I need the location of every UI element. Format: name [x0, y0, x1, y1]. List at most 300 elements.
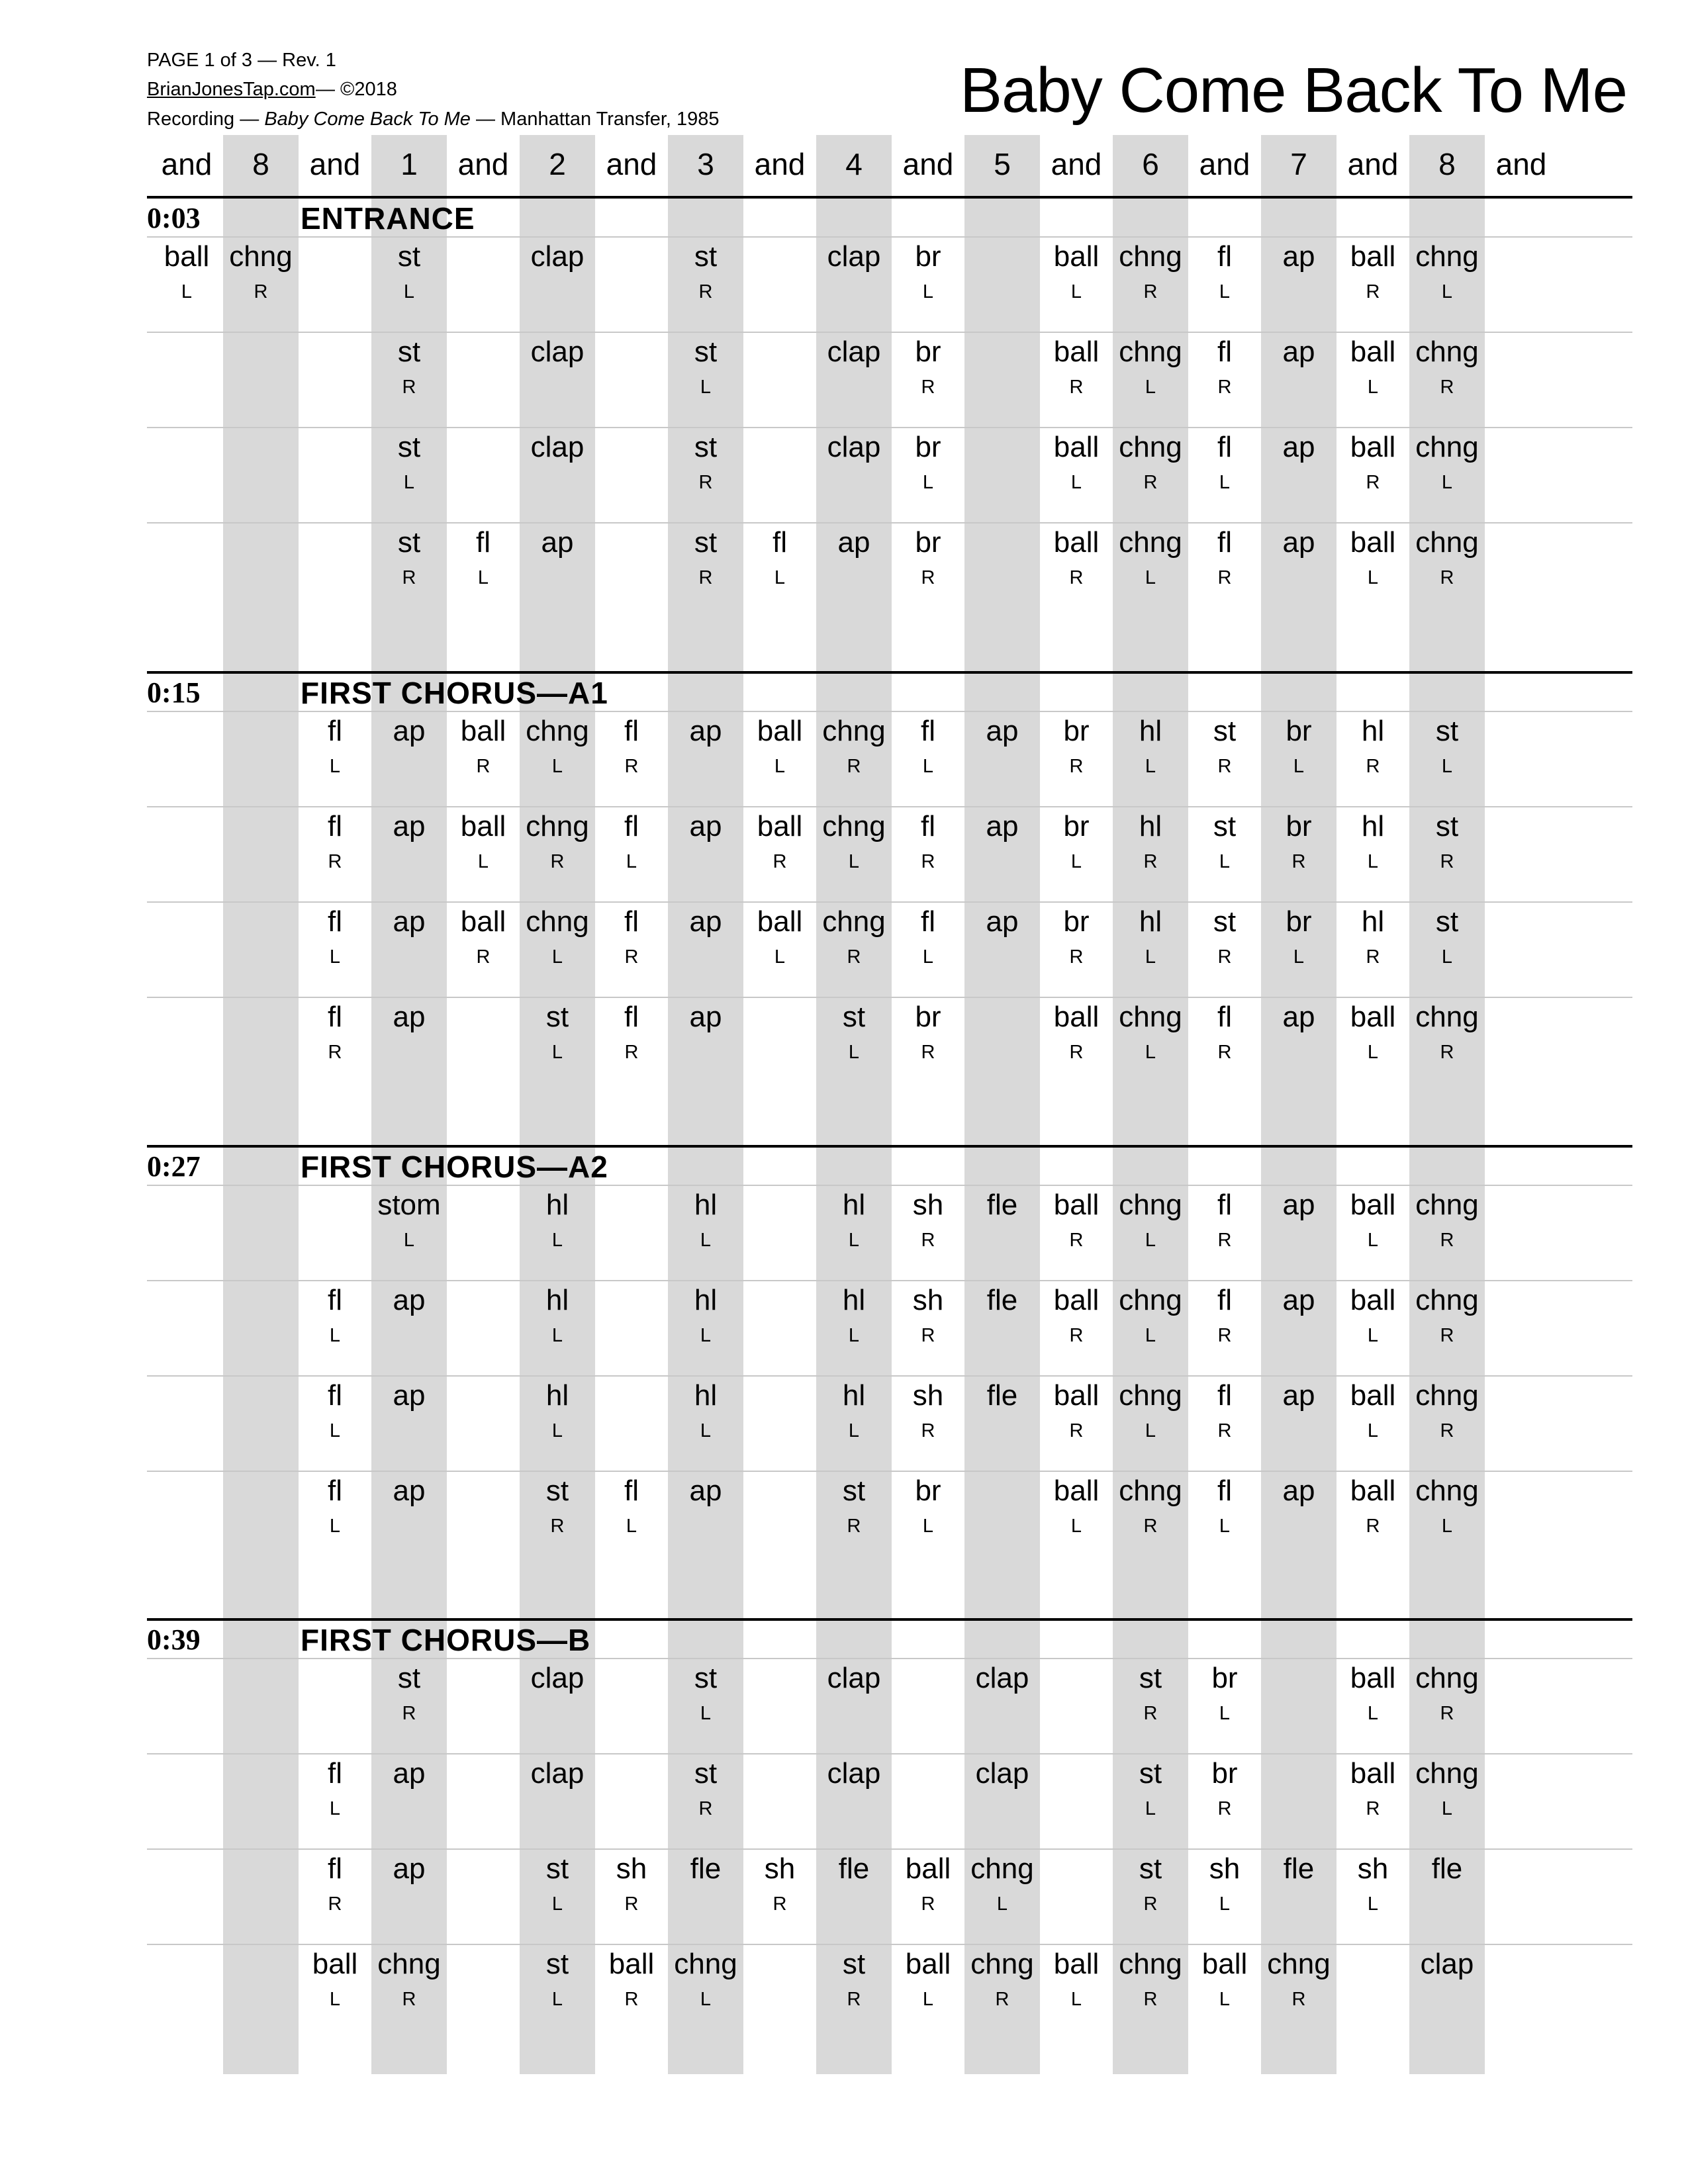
- foot-label: R: [550, 1516, 565, 1537]
- foot-label: R: [476, 756, 491, 777]
- foot-label: L: [1219, 281, 1231, 302]
- step-label: ap: [1282, 336, 1315, 368]
- count-label: and: [1199, 147, 1250, 181]
- step-label: st: [397, 336, 421, 368]
- foot-label: R: [1217, 1420, 1232, 1441]
- step-label: st: [842, 1948, 866, 1980]
- step-label: chng: [1415, 1475, 1479, 1507]
- step-label: chng: [1119, 526, 1182, 559]
- step-label: chng: [526, 715, 589, 747]
- foot-label: R: [1069, 1042, 1084, 1063]
- step-label: chng: [1119, 431, 1182, 463]
- foot-label: R: [847, 1516, 861, 1537]
- copyright: — ©2018: [316, 79, 397, 100]
- section-title: FIRST CHORUS—B: [301, 1623, 591, 1657]
- foot-label: L: [1145, 377, 1156, 398]
- step-label: chng: [1415, 1662, 1479, 1694]
- step-label: hl: [694, 1189, 718, 1221]
- step-label: st: [1213, 905, 1237, 938]
- step-label: clap: [827, 240, 881, 273]
- foot-label: R: [1440, 567, 1454, 588]
- foot-label: R: [921, 1420, 935, 1441]
- step-label: ball: [1053, 431, 1100, 463]
- foot-label: R: [1366, 472, 1380, 493]
- foot-label: R: [1440, 851, 1454, 872]
- foot-label: L: [551, 756, 563, 777]
- step-label: chng: [1119, 240, 1182, 273]
- foot-label: L: [1145, 1798, 1156, 1819]
- section-rule: [147, 1618, 1632, 1621]
- foot-label: R: [402, 1989, 416, 2010]
- step-label: ap: [1282, 1284, 1315, 1316]
- step-label: fl: [328, 810, 342, 842]
- step-label: fl: [921, 905, 935, 938]
- foot-label: R: [1366, 756, 1380, 777]
- foot-label: R: [1366, 1516, 1380, 1537]
- step-label: ap: [1282, 1189, 1315, 1221]
- step-label: chng: [1415, 1757, 1479, 1790]
- step-label: ball: [905, 1948, 951, 1980]
- foot-label: L: [1441, 472, 1453, 493]
- step-label: ball: [1350, 240, 1396, 273]
- recording-title: Baby Come Back To Me: [264, 109, 471, 130]
- step-label: chng: [1415, 1189, 1479, 1221]
- step-label: fl: [921, 810, 935, 842]
- step-label: chng: [1415, 336, 1479, 368]
- foot-label: R: [1366, 946, 1380, 968]
- step-label: chng: [822, 715, 886, 747]
- step-label: st: [694, 526, 718, 559]
- site-link[interactable]: BrianJonesTap.com: [147, 79, 316, 100]
- step-label: fl: [624, 715, 639, 747]
- foot-label: L: [551, 1325, 563, 1346]
- row-rule: [147, 236, 1632, 238]
- step-label: ap: [689, 715, 722, 747]
- foot-label: L: [1367, 567, 1379, 588]
- foot-label: R: [624, 1042, 639, 1063]
- foot-label: L: [1441, 281, 1453, 302]
- step-label: clap: [827, 1662, 881, 1694]
- foot-label: L: [1441, 1516, 1453, 1537]
- step-label: ap: [393, 1001, 426, 1033]
- foot-label: R: [921, 567, 935, 588]
- step-label: chng: [970, 1948, 1034, 1980]
- step-label: ap: [986, 810, 1019, 842]
- step-label: ap: [689, 810, 722, 842]
- foot-label: R: [995, 1989, 1009, 2010]
- foot-label: L: [996, 1893, 1008, 1915]
- foot-label: L: [1070, 281, 1082, 302]
- step-label: br: [1286, 810, 1312, 842]
- step-label: ball: [312, 1948, 358, 1980]
- foot-label: R: [402, 377, 416, 398]
- step-label: br: [915, 526, 941, 559]
- row-rule: [147, 1753, 1632, 1754]
- foot-label: L: [848, 1420, 860, 1441]
- row-rule: [147, 1848, 1632, 1850]
- count-label: 4: [845, 147, 863, 181]
- step-label: ball: [460, 715, 506, 747]
- foot-label: R: [1366, 281, 1380, 302]
- step-label: clap: [827, 1757, 881, 1790]
- step-label: br: [915, 240, 941, 273]
- step-label: st: [1213, 810, 1237, 842]
- step-label: st: [694, 336, 718, 368]
- foot-label: R: [698, 1798, 713, 1819]
- row-rule: [147, 711, 1632, 712]
- step-label: chng: [526, 905, 589, 938]
- step-label: chng: [1119, 1475, 1182, 1507]
- foot-label: L: [700, 1325, 712, 1346]
- count-label: 1: [400, 147, 418, 181]
- count-label: and: [457, 147, 509, 181]
- step-label: st: [545, 1001, 569, 1033]
- step-label: clap: [530, 431, 585, 463]
- beat-column-shade: [1261, 135, 1336, 2074]
- foot-label: R: [1143, 1703, 1158, 1724]
- step-label: hl: [1139, 905, 1162, 938]
- step-label: chng: [229, 240, 293, 273]
- step-label: fle: [690, 1852, 722, 1885]
- foot-label: R: [550, 851, 565, 872]
- step-label: ball: [1201, 1948, 1248, 1980]
- foot-label: R: [773, 1893, 787, 1915]
- row-rule: [147, 806, 1632, 807]
- recording-artist: — Manhattan Transfer, 1985: [470, 109, 720, 130]
- step-label: chng: [1267, 1948, 1331, 1980]
- count-label: 5: [994, 147, 1011, 181]
- foot-label: L: [848, 1230, 860, 1251]
- foot-label: R: [1069, 756, 1084, 777]
- count-label: and: [309, 147, 361, 181]
- step-label: ball: [1053, 1948, 1100, 1980]
- foot-label: R: [328, 851, 342, 872]
- foot-label: R: [254, 281, 268, 302]
- count-label: 2: [549, 147, 566, 181]
- step-label: ap: [1282, 431, 1315, 463]
- step-label: fl: [624, 1475, 639, 1507]
- foot-label: L: [848, 851, 860, 872]
- step-label: br: [1211, 1757, 1238, 1790]
- foot-label: R: [847, 756, 861, 777]
- step-label: hl: [842, 1379, 866, 1412]
- foot-label: L: [848, 1325, 860, 1346]
- foot-label: L: [700, 1230, 712, 1251]
- header-rule: [147, 196, 1632, 199]
- step-label: br: [1063, 810, 1090, 842]
- foot-label: L: [1219, 1989, 1231, 2010]
- step-label: sh: [1209, 1852, 1241, 1885]
- step-label: fle: [986, 1379, 1018, 1412]
- page-title: Baby Come Back To Me: [959, 55, 1627, 126]
- step-label: chng: [1415, 240, 1479, 273]
- row-rule: [147, 1280, 1632, 1281]
- foot-label: R: [624, 756, 639, 777]
- step-label: clap: [530, 336, 585, 368]
- step-label: hl: [694, 1284, 718, 1316]
- foot-label: L: [403, 1230, 415, 1251]
- count-label: 8: [1438, 147, 1456, 181]
- row-rule: [147, 901, 1632, 903]
- step-label: sh: [912, 1284, 944, 1316]
- foot-label: L: [626, 851, 637, 872]
- step-label: st: [545, 1475, 569, 1507]
- foot-label: L: [477, 851, 489, 872]
- step-label: chng: [822, 810, 886, 842]
- beat-column-shade: [223, 135, 299, 2074]
- foot-label: R: [698, 472, 713, 493]
- foot-label: R: [1217, 567, 1232, 588]
- step-label: st: [694, 1662, 718, 1694]
- step-label: ball: [1053, 1379, 1100, 1412]
- step-label: ball: [1053, 1189, 1100, 1221]
- count-label: 3: [697, 147, 714, 181]
- step-label: fl: [328, 905, 342, 938]
- count-label: and: [1347, 147, 1399, 181]
- section-title: FIRST CHORUS—A2: [301, 1150, 608, 1184]
- foot-label: L: [1145, 567, 1156, 588]
- foot-label: L: [700, 1703, 712, 1724]
- step-label: chng: [822, 905, 886, 938]
- section-title: FIRST CHORUS—A1: [301, 676, 608, 710]
- step-label: st: [397, 1662, 421, 1694]
- foot-label: L: [922, 946, 934, 968]
- foot-label: R: [624, 946, 639, 968]
- foot-label: R: [1143, 1989, 1158, 2010]
- foot-label: L: [922, 281, 934, 302]
- step-label: fl: [1217, 431, 1232, 463]
- foot-label: R: [698, 281, 713, 302]
- foot-label: L: [551, 1420, 563, 1441]
- step-label: fl: [328, 1852, 342, 1885]
- foot-label: L: [1219, 1703, 1231, 1724]
- step-label: ap: [1282, 1475, 1315, 1507]
- foot-label: L: [551, 1893, 563, 1915]
- foot-label: L: [922, 1989, 934, 2010]
- count-label: and: [1051, 147, 1102, 181]
- row-rule: [147, 522, 1632, 523]
- foot-label: L: [551, 1230, 563, 1251]
- foot-label: R: [328, 1042, 342, 1063]
- step-label: hl: [1139, 715, 1162, 747]
- foot-label: L: [1441, 756, 1453, 777]
- step-label: ball: [1350, 526, 1396, 559]
- step-label: fl: [1217, 1379, 1232, 1412]
- foot-label: L: [922, 1516, 934, 1537]
- step-label: hl: [545, 1284, 569, 1316]
- recording-label: Recording —: [147, 109, 265, 130]
- foot-label: R: [921, 1230, 935, 1251]
- step-label: fl: [328, 1475, 342, 1507]
- step-label: ap: [393, 1379, 426, 1412]
- step-label: st: [1139, 1852, 1162, 1885]
- step-label: br: [915, 431, 941, 463]
- foot-label: L: [1145, 756, 1156, 777]
- step-label: ball: [757, 715, 803, 747]
- foot-label: R: [1217, 1798, 1232, 1819]
- step-label: ball: [1350, 1284, 1396, 1316]
- foot-label: R: [624, 1989, 639, 2010]
- foot-label: R: [1440, 1042, 1454, 1063]
- section-time: 0:03: [147, 202, 201, 234]
- step-label: chng: [1415, 1284, 1479, 1316]
- foot-label: L: [551, 946, 563, 968]
- foot-label: R: [1440, 1703, 1454, 1724]
- step-label: clap: [975, 1757, 1029, 1790]
- foot-label: R: [1143, 472, 1158, 493]
- step-label: chng: [526, 810, 589, 842]
- step-label: sh: [912, 1189, 944, 1221]
- step-label: clap: [530, 1662, 585, 1694]
- step-label: fle: [986, 1189, 1018, 1221]
- step-label: fl: [328, 1379, 342, 1412]
- row-rule: [147, 1375, 1632, 1377]
- step-label: hl: [1361, 810, 1385, 842]
- step-label: sh: [1357, 1852, 1389, 1885]
- foot-label: L: [329, 756, 341, 777]
- step-label: ap: [689, 1001, 722, 1033]
- page-info: PAGE 1 of 3 — Rev. 1: [147, 50, 336, 71]
- foot-label: R: [1217, 756, 1232, 777]
- step-label: ap: [689, 1475, 722, 1507]
- section-rule: [147, 671, 1632, 674]
- step-label: chng: [1415, 526, 1479, 559]
- foot-label: L: [626, 1516, 637, 1537]
- foot-label: R: [1069, 946, 1084, 968]
- step-label: ball: [757, 905, 803, 938]
- foot-label: L: [1219, 472, 1231, 493]
- step-label: fl: [328, 715, 342, 747]
- foot-label: R: [1217, 377, 1232, 398]
- step-label: chng: [1119, 1189, 1182, 1221]
- step-label: ball: [1350, 1475, 1396, 1507]
- step-label: fl: [328, 1757, 342, 1790]
- step-label: st: [1139, 1662, 1162, 1694]
- section-rule: [147, 1145, 1632, 1148]
- foot-label: L: [1219, 1893, 1231, 1915]
- step-label: fl: [476, 526, 491, 559]
- step-label: ball: [1350, 1757, 1396, 1790]
- step-label: chng: [1415, 1379, 1479, 1412]
- foot-label: L: [848, 1042, 860, 1063]
- step-label: chng: [377, 1948, 441, 1980]
- foot-label: L: [1367, 1325, 1379, 1346]
- section-time: 0:39: [147, 1623, 201, 1656]
- step-label: clap: [530, 240, 585, 273]
- foot-label: L: [1219, 1516, 1231, 1537]
- step-label: ap: [393, 1284, 426, 1316]
- foot-label: L: [922, 756, 934, 777]
- step-label: ap: [393, 715, 426, 747]
- step-label: fl: [1217, 336, 1232, 368]
- row-rule: [147, 332, 1632, 333]
- foot-label: R: [847, 946, 861, 968]
- step-label: fle: [1431, 1852, 1463, 1885]
- step-label: stom: [377, 1189, 441, 1221]
- foot-label: R: [1366, 1798, 1380, 1819]
- step-label: clap: [530, 1757, 585, 1790]
- step-label: ap: [393, 1757, 426, 1790]
- foot-label: R: [921, 1042, 935, 1063]
- foot-label: R: [402, 567, 416, 588]
- step-label: ap: [837, 526, 870, 559]
- foot-label: L: [403, 472, 415, 493]
- foot-label: L: [700, 1420, 712, 1441]
- step-label: st: [397, 240, 421, 273]
- step-label: fle: [838, 1852, 870, 1885]
- foot-label: R: [1143, 851, 1158, 872]
- step-label: ball: [164, 240, 210, 273]
- foot-label: L: [329, 1420, 341, 1441]
- foot-label: L: [700, 1989, 712, 2010]
- step-label: st: [1435, 810, 1459, 842]
- step-label: clap: [975, 1662, 1029, 1694]
- step-label: chng: [1119, 1284, 1182, 1316]
- count-label: and: [606, 147, 657, 181]
- foot-label: L: [181, 281, 193, 302]
- recording-info: [147, 108, 720, 130]
- step-label: st: [397, 526, 421, 559]
- step-label: hl: [1139, 810, 1162, 842]
- step-label: br: [1211, 1662, 1238, 1694]
- step-label: ap: [393, 1852, 426, 1885]
- foot-label: R: [1069, 1420, 1084, 1441]
- step-label: ap: [689, 905, 722, 938]
- foot-label: L: [1145, 946, 1156, 968]
- foot-label: R: [402, 1703, 416, 1724]
- foot-label: L: [700, 377, 712, 398]
- step-label: fl: [773, 526, 787, 559]
- foot-label: R: [921, 1325, 935, 1346]
- section-time: 0:15: [147, 676, 201, 709]
- foot-label: R: [1143, 1893, 1158, 1915]
- step-label: ap: [1282, 1379, 1315, 1412]
- step-label: hl: [1361, 905, 1385, 938]
- foot-label: L: [329, 1989, 341, 2010]
- step-label: fl: [1217, 1475, 1232, 1507]
- step-label: fl: [1217, 240, 1232, 273]
- foot-label: L: [329, 1325, 341, 1346]
- foot-label: L: [1293, 946, 1305, 968]
- foot-label: R: [1069, 1230, 1084, 1251]
- foot-label: R: [1440, 1420, 1454, 1441]
- foot-label: R: [1217, 1042, 1232, 1063]
- foot-label: R: [773, 851, 787, 872]
- foot-label: L: [1367, 1703, 1379, 1724]
- step-label: fle: [986, 1284, 1018, 1316]
- foot-label: L: [1145, 1325, 1156, 1346]
- foot-label: L: [1441, 946, 1453, 968]
- step-label: st: [1213, 715, 1237, 747]
- foot-label: R: [1143, 281, 1158, 302]
- step-label: st: [1435, 715, 1459, 747]
- count-label: 7: [1290, 147, 1307, 181]
- step-label: chng: [1119, 1948, 1182, 1980]
- foot-label: R: [328, 1893, 342, 1915]
- foot-label: L: [1367, 377, 1379, 398]
- step-label: hl: [694, 1379, 718, 1412]
- foot-label: R: [1069, 377, 1084, 398]
- step-label: fl: [921, 715, 935, 747]
- foot-label: R: [921, 377, 935, 398]
- step-label: br: [915, 1475, 941, 1507]
- foot-label: R: [1217, 946, 1232, 968]
- step-label: ball: [1350, 336, 1396, 368]
- count-label: and: [161, 147, 212, 181]
- step-label: ball: [905, 1852, 951, 1885]
- foot-label: L: [1219, 851, 1231, 872]
- step-label: st: [1139, 1757, 1162, 1790]
